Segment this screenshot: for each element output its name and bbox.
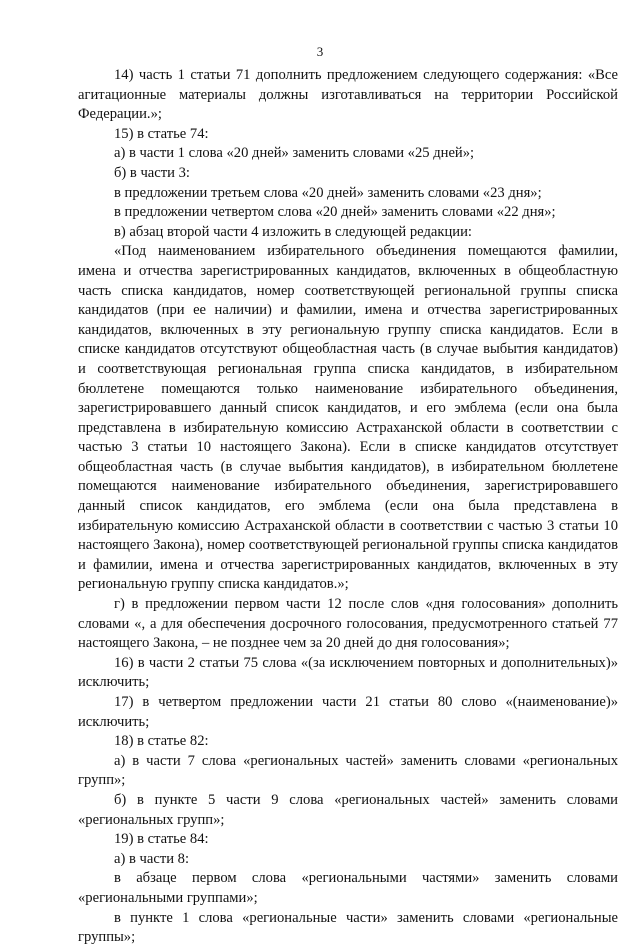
paragraph-15g: г) в предложении первом части 12 после слов «дня голосования» дополнить словами «, а для обеспечения досрочного голосования, предусмотренного статьей 77 настоящего Закона, – не позднее чем за 20 дней до дня голосования»;: [78, 596, 618, 652]
paragraph-16: 16) в части 2 статьи 75 слова «(за исключением повторных и дополнительных)» исключить;: [78, 654, 618, 691]
paragraph-15: 15) в статье 74:: [114, 125, 209, 142]
paragraph-14: 14) часть 1 статьи 71 дополнить предложением следующего содержания: «Все агитационные материалы должны изготавливаться на территории Российской Федерации.»;: [78, 67, 618, 123]
paragraph-19a: а) в части 8:: [114, 850, 190, 867]
paragraph-quoted-text: «Под наименованием избирательного объединения помещаются фамилии, имена и отчества зарегистрированных кандидатов, включенных в общеобластную часть списка кандидатов, номер соответствующей региональной группы списка кандидатов (при ее наличии) и фамилии, имена и отчества зарегистрированных кандидатов, включенных в эту региональную группу списка кандидатов. Если в списке кандидатов отсутствуют общеобластная часть (в случае выбытия кандидатов) и соответствующая региональная группа списка кандидатов, в избирательном бюллетене помещаются только наименование избирательного объединения, зарегистрировавшего данный список кандидатов, и его эмблема (если она была представлена в избирательную комиссию Астраханской области в соответствии с частью 3 статьи 10 настоящего Закона). Если в списке кандидатов отсутствует общеобластная часть (в случае выбытия кандидатов), в избирательном бюллетене помещаются наименование избирательного объединения, зарегистрировавшего данный список кандидатов, его эмблема (если она была представлена в избирательную комиссию Астраханской области в соответствии с частью 3 статьи 10 настоящего Закона), номер соответствующей региональной группы списка кандидатов и фамилии, имена и отчества зарегистрированных кандидатов, включенных в эту региональную группу списка кандидатов.»;: [78, 243, 618, 593]
paragraph-18b: б) в пункте 5 части 9 слова «региональных частей» заменить словами «региональных групп»;: [78, 791, 618, 828]
paragraph-18a: а) в части 7 слова «региональных частей» заменить словами «региональных групп»;: [78, 752, 618, 789]
paragraph-19a-punkt-1: в пункте 1 слова «региональные части» заменить словами «региональные группы»;: [78, 909, 618, 946]
paragraph-17: 17) в четвертом предложении части 21 статьи 80 слово «(наименование)» исключить;: [78, 694, 618, 730]
paragraph-19a-abzac-1: в абзаце первом слова «региональными частями» заменить словами «региональными группами»;: [78, 870, 618, 906]
document-body: [78, 66, 618, 948]
paragraph-15b-sentence-3: в предложении третьем слова «20 дней» заменить словами «23 дня»;: [114, 184, 542, 201]
page-number: 3: [316, 44, 324, 59]
paragraph-15b-sentence-4: в предложении четвертом слова «20 дней» заменить словами «22 дня»;: [114, 204, 556, 221]
paragraph-19: 19) в статье 84:: [114, 831, 209, 848]
paragraph-15b: б) в части 3:: [114, 164, 190, 181]
paragraph-15a: а) в части 1 слова «20 дней» заменить словами «25 дней»;: [114, 145, 475, 162]
paragraph-15v: в) абзац второй части 4 изложить в следующей редакции:: [114, 223, 472, 240]
paragraph-18: 18) в статье 82:: [114, 733, 209, 750]
